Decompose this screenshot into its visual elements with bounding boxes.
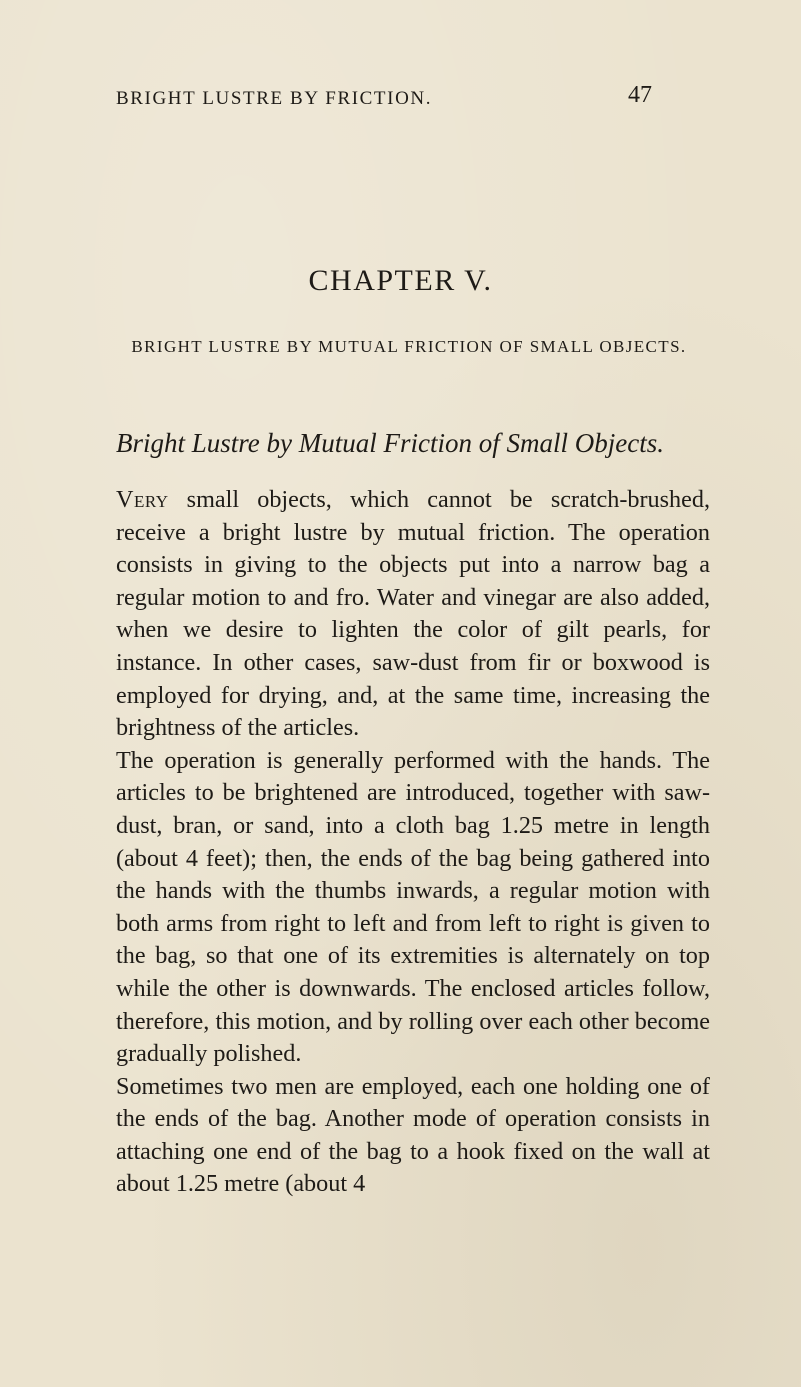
body-text [116,484,710,1201]
chapter-title: CHAPTER V. [308,264,493,297]
section-title: Bright Lustre by Mutual Friction of Small Objects. [116,428,664,458]
paragraph-3: Sometimes two men are employed, each one holding one of the ends of the bag. Another mode of operation consists in attaching one end of the bag to a hook fixed on the wall at about 1.25 metre (about 4 [116,1072,710,1198]
page-number: 47 [628,82,652,108]
running-head [116,82,652,124]
paragraph-1 [116,484,710,745]
paragraph-2: The operation is generally performed with the hands. The articles to be brightened are introduced, together with saw-dust, bran, or sand, into a cloth bag 1.25 metre in length (about 4 feet); then, the ends of the bag being gathered into the hands with the thumbs inwards, a regular motion with both arms from right to left and from left to right is given to the bag, so that one of its extremities is alternately on top while the other is downwards. The enclosed articles follow, therefore, this motion, and by rolling over each other become gradually polished. [116,746,710,1068]
running-title: BRIGHT LUSTRE BY FRICTION. [116,88,433,109]
paragraph-1-text: small objects, which cannot be scratch-brushed, receive a bright lustre by mutual friction. The operation consists in giving to the objects put into a narrow bag a regular motion to and fro. Water and vinegar are also added, when we desire to lighten the color of gilt pearls, for instance. In other cases, saw-dust from fir or boxwood is employed for drying, and, at the same time, increasing the brightness of the articles. [116,486,710,742]
chapter-subheading: BRIGHT LUSTRE BY MUTUAL FRICTION OF SMALL OBJECTS. [131,337,687,356]
paragraph-1-first-word: Very [116,486,169,513]
